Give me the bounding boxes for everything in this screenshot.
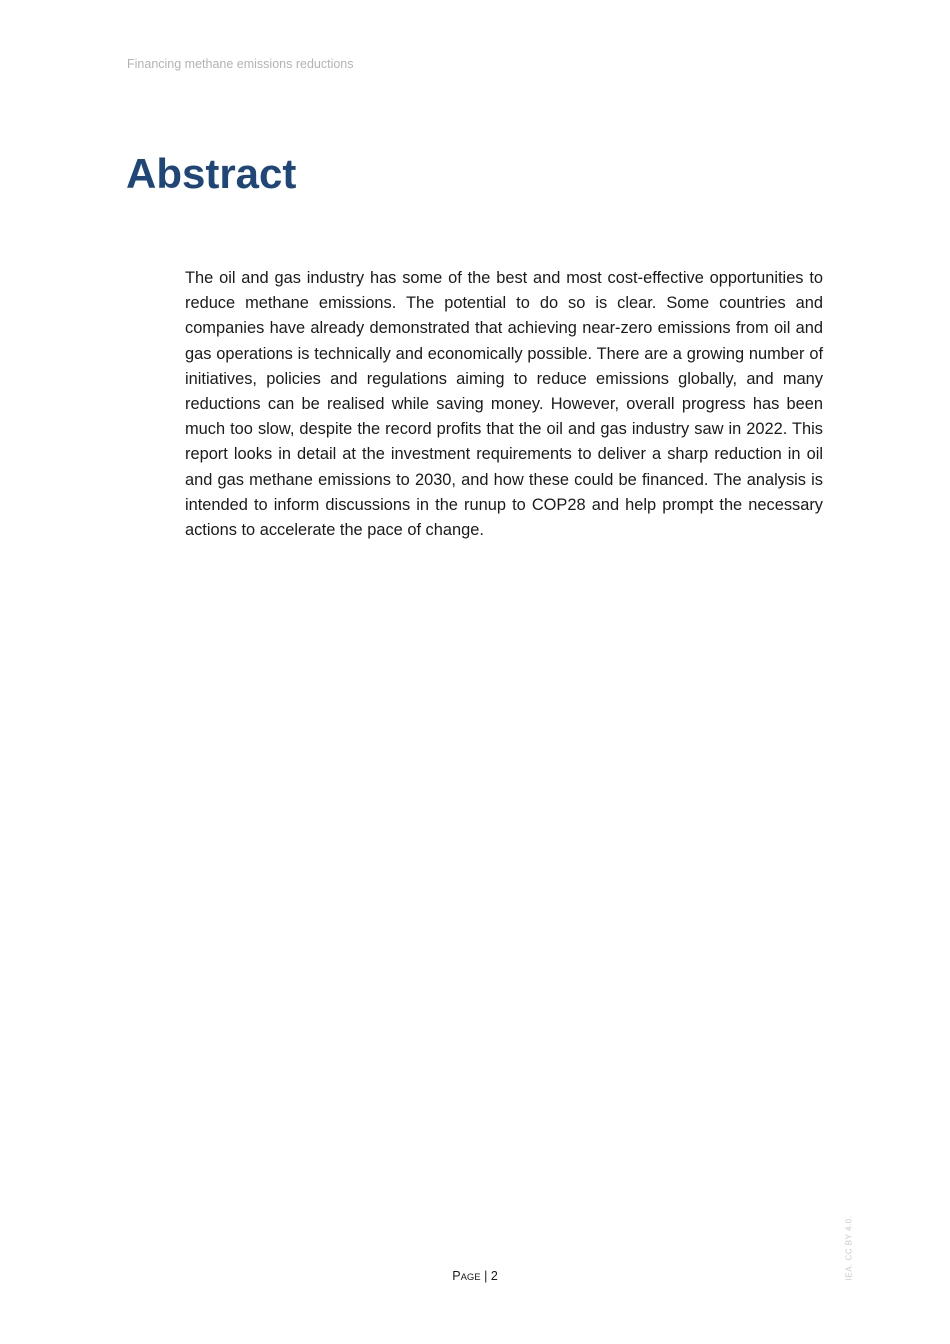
- page-title: Abstract: [126, 150, 297, 197]
- page-footer: [0, 1269, 950, 1283]
- abstract-body: The oil and gas industry has some of the best and most cost-effective opportunities to reduce methane emissions. The potential to do so is clear. Some countries and companies have already demonstrated that achieving near-zero emissions from oil and gas operations is technically and economically possible. There are a growing number of initiatives, policies and regulations aiming to reduce emissions globally, and many reductions can be realised while saving money. However, overall progress has been much too slow, despite the record profits that the oil and gas industry saw in 2022. This report looks in detail at the investment requirements to deliver a sharp reduction in oil and gas methane emissions to 2030, and how these could be financed. The analysis is intended to inform discussions in the runup to COP28 and help prompt the necessary actions to accelerate the pace of change.: [185, 269, 823, 540]
- page-label-rest: AGE: [460, 1272, 481, 1283]
- running-header: Financing methane emissions reductions: [127, 57, 354, 71]
- license-notice: IEA. CC BY 4.0.: [844, 1215, 854, 1281]
- page-number: 2: [490, 1269, 498, 1283]
- page-label-initial: P: [452, 1269, 461, 1283]
- page-separator: |: [480, 1269, 491, 1283]
